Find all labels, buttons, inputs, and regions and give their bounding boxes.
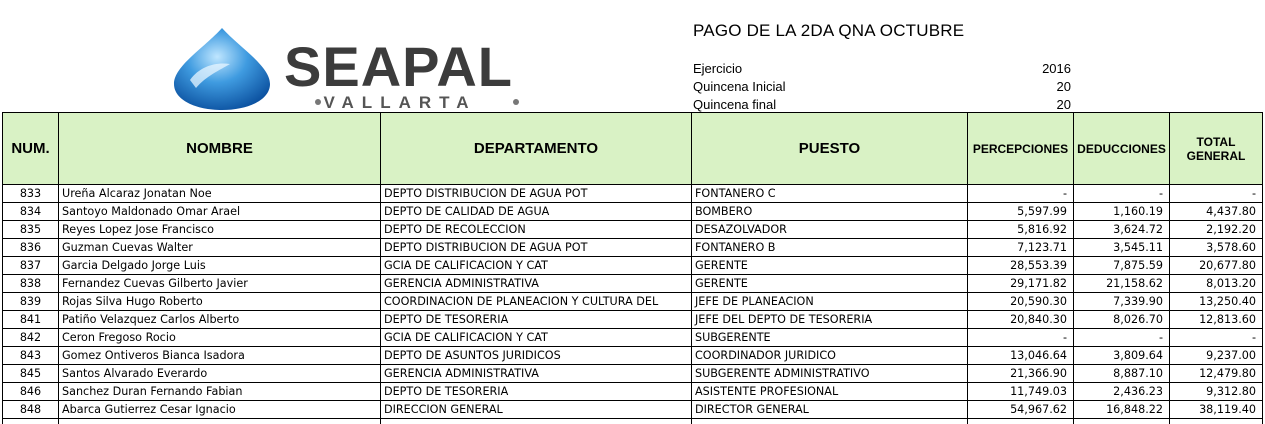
table-header-row xyxy=(3,113,1263,185)
cell-total: 20,677.80 xyxy=(1170,257,1263,275)
cell-nombre: Garcia Delgado Jorge Luis xyxy=(59,257,381,275)
cell-num: 836 xyxy=(3,239,59,257)
cell-percepciones: 20,840.30 xyxy=(968,311,1074,329)
info-label: Ejercicio xyxy=(693,61,742,76)
col-header-departamento: DEPARTAMENTO xyxy=(381,113,692,185)
cell-nombre: Gomez Ontiveros Bianca Isadora xyxy=(59,347,381,365)
cell-total: 12,813.60 xyxy=(1170,311,1263,329)
col-header-total-general: TOTAL GENERAL xyxy=(1170,113,1263,185)
cell-percepciones: 7,123.71 xyxy=(968,239,1074,257)
table-row xyxy=(3,221,1263,239)
cell-percepciones: 13,046.64 xyxy=(968,347,1074,365)
logo-brand-text: SEAPAL xyxy=(284,35,513,98)
info-value: 20 xyxy=(1057,79,1071,94)
cell-nombre: Santoyo Maldonado Omar Arael xyxy=(59,203,381,221)
info-value: 2016 xyxy=(1042,61,1071,76)
cell-puesto: GERENTE xyxy=(692,275,968,293)
cell-departamento: DEPTO DE TESORERIA xyxy=(381,311,692,329)
cell-empty xyxy=(59,419,381,424)
cell-total: 12,479.80 xyxy=(1170,365,1263,383)
cell-num: 837 xyxy=(3,257,59,275)
cell-deducciones: 16,848.22 xyxy=(1074,401,1170,419)
table-row xyxy=(3,311,1263,329)
cell-percepciones: 54,967.62 xyxy=(968,401,1074,419)
cell-departamento: GCIA DE CALIFICACION Y CAT xyxy=(381,329,692,347)
cell-departamento: DEPTO DE TESORERIA xyxy=(381,383,692,401)
cell-departamento: GERENCIA ADMINISTRATIVA xyxy=(381,365,692,383)
cell-deducciones: 1,160.19 xyxy=(1074,203,1170,221)
cell-deducciones: - xyxy=(1074,185,1170,203)
cell-departamento: GERENCIA ADMINISTRATIVA xyxy=(381,275,692,293)
table-row xyxy=(3,383,1263,401)
cell-deducciones: 7,875.59 xyxy=(1074,257,1170,275)
cell-num: 846 xyxy=(3,383,59,401)
cell-empty xyxy=(381,419,692,424)
cell-nombre: Santos Alvarado Everardo xyxy=(59,365,381,383)
cell-puesto: GERENTE xyxy=(692,257,968,275)
cell-num: 834 xyxy=(3,203,59,221)
cell-puesto: DESAZOLVADOR xyxy=(692,221,968,239)
table-row xyxy=(3,203,1263,221)
cell-nombre: Guzman Cuevas Walter xyxy=(59,239,381,257)
cell-departamento: DEPTO DISTRIBUCION DE AGUA POT xyxy=(381,185,692,203)
cell-total: 3,578.60 xyxy=(1170,239,1263,257)
cell-num: 839 xyxy=(3,293,59,311)
cell-total: 8,013.20 xyxy=(1170,275,1263,293)
cell-deducciones: - xyxy=(1074,329,1170,347)
cell-puesto: SUBGERENTE xyxy=(692,329,968,347)
cell-departamento: COORDINACION DE PLANEACION Y CULTURA DEL xyxy=(381,293,692,311)
cell-nombre: Ceron Fregoso Rocio xyxy=(59,329,381,347)
cell-deducciones: 3,624.72 xyxy=(1074,221,1170,239)
cell-percepciones: 20,590.30 xyxy=(968,293,1074,311)
cell-departamento: DEPTO DISTRIBUCION DE AGUA POT xyxy=(381,239,692,257)
cell-num: 848 xyxy=(3,401,59,419)
col-header-nombre: NOMBRE xyxy=(59,113,381,185)
cell-nombre: Ureña Alcaraz Jonatan Noe xyxy=(59,185,381,203)
info-value: 20 xyxy=(1057,97,1071,112)
cell-departamento: GCIA DE CALIFICACION Y CAT xyxy=(381,257,692,275)
table-row xyxy=(3,347,1263,365)
cell-percepciones: 11,749.03 xyxy=(968,383,1074,401)
cell-puesto: BOMBERO xyxy=(692,203,968,221)
cell-nombre: Sanchez Duran Fernando Fabian xyxy=(59,383,381,401)
cell-deducciones: 2,436.23 xyxy=(1074,383,1170,401)
cell-empty xyxy=(968,419,1074,424)
table-row xyxy=(3,329,1263,347)
cell-empty xyxy=(1170,419,1263,424)
report-title: PAGO DE LA 2DA QNA OCTUBRE xyxy=(693,21,964,41)
cell-percepciones: 5,816.92 xyxy=(968,221,1074,239)
cell-puesto: SUBGERENTE ADMINISTRATIVO xyxy=(692,365,968,383)
cell-puesto: FONTANERO C xyxy=(692,185,968,203)
cell-total: - xyxy=(1170,329,1263,347)
table-row xyxy=(3,275,1263,293)
cell-departamento: DEPTO DE RECOLECCION xyxy=(381,221,692,239)
logo-sub-text: VALLARTA xyxy=(323,93,476,112)
info-label: Quincena Inicial xyxy=(693,79,786,94)
col-header-puesto: PUESTO xyxy=(692,113,968,185)
col-header-deducciones: DEDUCCIONES xyxy=(1074,113,1170,185)
cell-num: 833 xyxy=(3,185,59,203)
cell-puesto: ASISTENTE PROFESIONAL xyxy=(692,383,968,401)
cell-percepciones: 29,171.82 xyxy=(968,275,1074,293)
info-label: Quincena final xyxy=(693,97,776,112)
cell-nombre: Patiño Velazquez Carlos Alberto xyxy=(59,311,381,329)
cell-percepciones: 28,553.39 xyxy=(968,257,1074,275)
col-header-percepciones: PERCEPCIONES xyxy=(968,113,1074,185)
cell-puesto: COORDINADOR JURIDICO xyxy=(692,347,968,365)
cell-empty xyxy=(1074,419,1170,424)
cell-nombre: Reyes Lopez Jose Francisco xyxy=(59,221,381,239)
cell-puesto: JEFE DE PLANEACION xyxy=(692,293,968,311)
cell-total: 13,250.40 xyxy=(1170,293,1263,311)
table-row-partial xyxy=(3,419,1263,424)
cell-nombre: Abarca Gutierrez Cesar Ignacio xyxy=(59,401,381,419)
cell-num: 841 xyxy=(3,311,59,329)
cell-total: 9,312.80 xyxy=(1170,383,1263,401)
cell-departamento: DEPTO DE ASUNTOS JURIDICOS xyxy=(381,347,692,365)
cell-total: 2,192.20 xyxy=(1170,221,1263,239)
cell-percepciones: - xyxy=(968,185,1074,203)
cell-nombre: Fernandez Cuevas Gilberto Javier xyxy=(59,275,381,293)
cell-num: 842 xyxy=(3,329,59,347)
cell-total: 38,119.40 xyxy=(1170,401,1263,419)
cell-puesto: JEFE DEL DEPTO DE TESORERIA xyxy=(692,311,968,329)
cell-deducciones: 7,339.90 xyxy=(1074,293,1170,311)
cell-departamento: DIRECCION GENERAL xyxy=(381,401,692,419)
cell-puesto: DIRECTOR GENERAL xyxy=(692,401,968,419)
cell-total: 9,237.00 xyxy=(1170,347,1263,365)
table-row xyxy=(3,401,1263,419)
table-row xyxy=(3,185,1263,203)
cell-empty xyxy=(692,419,968,424)
cell-num: 843 xyxy=(3,347,59,365)
cell-nombre: Rojas Silva Hugo Roberto xyxy=(59,293,381,311)
table-body xyxy=(3,185,1263,424)
cell-deducciones: 8,887.10 xyxy=(1074,365,1170,383)
table-row xyxy=(3,293,1263,311)
cell-percepciones: 5,597.99 xyxy=(968,203,1074,221)
cell-puesto: FONTANERO B xyxy=(692,239,968,257)
col-header-num: NUM. xyxy=(3,113,59,185)
payroll-table xyxy=(2,112,1263,424)
cell-deducciones: 8,026.70 xyxy=(1074,311,1170,329)
cell-num: 835 xyxy=(3,221,59,239)
table-row xyxy=(3,365,1263,383)
cell-num: 845 xyxy=(3,365,59,383)
cell-deducciones: 3,545.11 xyxy=(1074,239,1170,257)
cell-num: 838 xyxy=(3,275,59,293)
cell-total: - xyxy=(1170,185,1263,203)
cell-percepciones: - xyxy=(968,329,1074,347)
cell-percepciones: 21,366.90 xyxy=(968,365,1074,383)
seapal-logo xyxy=(150,22,578,112)
table-row xyxy=(3,257,1263,275)
cell-total: 4,437.80 xyxy=(1170,203,1263,221)
table-row xyxy=(3,239,1263,257)
cell-departamento: DEPTO DE CALIDAD DE AGUA xyxy=(381,203,692,221)
cell-deducciones: 21,158.62 xyxy=(1074,275,1170,293)
cell-empty xyxy=(3,419,59,424)
cell-deducciones: 3,809.64 xyxy=(1074,347,1170,365)
